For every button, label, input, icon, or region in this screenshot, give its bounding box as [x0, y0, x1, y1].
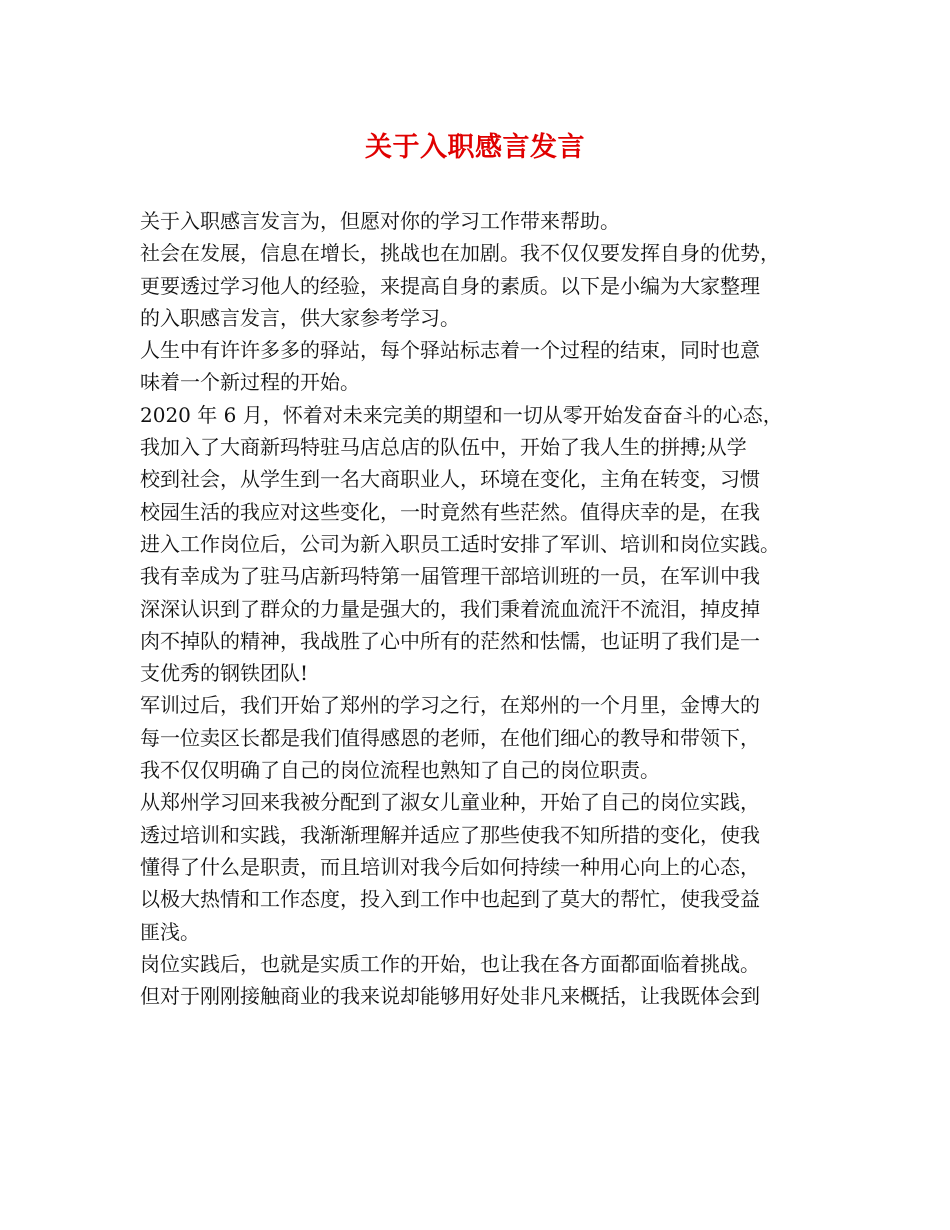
- text-line: 我不仅仅明确了自己的岗位流程也熟知了自己的岗位职责。: [140, 758, 660, 783]
- text-line: 校园生活的我应对这些变化，一时竟然有些茫然。值得庆幸的是，在我: [140, 499, 760, 524]
- text-line: 岗位实践后，也就是实质工作的开始，也让我在各方面都面临着挑战。: [140, 951, 760, 976]
- text-line: 懂得了什么是职责，而且培训对我今后如何持续一种用心向上的心态，: [140, 854, 760, 879]
- text-line: 我有幸成为了驻马店新玛特第一届管理干部培训班的一员，在军训中我: [140, 564, 760, 589]
- text-line: 支优秀的钢铁团队!: [140, 661, 309, 686]
- text-line: 匪浅。: [140, 919, 200, 944]
- text-line: 更要透过学习他人的经验，来提高自身的素质。以下是小编为大家整理: [140, 273, 760, 298]
- text-line: 但对于刚刚接触商业的我来说却能够用好处非凡来概括，让我既体会到: [140, 984, 760, 1009]
- text-line: 每一位卖区长都是我们值得感恩的老师，在他们细心的教导和带领下，: [140, 725, 760, 750]
- text-line: 以极大热情和工作态度，投入到工作中也起到了莫大的帮忙，使我受益: [140, 887, 760, 912]
- text-line: 社会在发展，信息在增长，挑战也在加剧。我不仅仅要发挥自身的优势，: [140, 241, 780, 266]
- text-line: 人生中有许许多多的驿站，每个驿站标志着一个过程的结束，同时也意: [140, 338, 760, 363]
- document-title: 关于入职感言发言: [365, 132, 585, 163]
- text-line: 深深认识到了群众的力量是强大的，我们秉着流血流汗不流泪，掉皮掉: [140, 596, 760, 621]
- text-line: 肉不掉队的精神，我战胜了心中所有的茫然和怯懦，也证明了我们是一: [140, 628, 760, 653]
- text-line: 从郑州学习回来我被分配到了淑女儿童业种，开始了自己的岗位实践，: [140, 790, 760, 815]
- text-line: 透过培训和实践，我渐渐理解并适应了那些使我不知所措的变化，使我: [140, 822, 760, 847]
- text-line: 军训过后，我们开始了郑州的学习之行，在郑州的一个月里，金博大的: [140, 693, 760, 718]
- document-body: [140, 205, 820, 1012]
- text-line: 校到社会，从学生到一名大商职业人，环境在变化，主角在转变，习惯: [140, 467, 760, 492]
- text-line: 进入工作岗位后，公司为新入职员工适时安排了军训、培训和岗位实践。: [140, 531, 780, 556]
- text-line: 关于入职感言发言为，但愿对你的学习工作带来帮助。: [140, 209, 620, 233]
- text-line: 味着一个新过程的开始。: [140, 370, 360, 395]
- text-line: 2020 年 6 月，怀着对未来完美的期望和一切从零开始发奋奋斗的心态，: [140, 402, 783, 427]
- text-line: 的入职感言发言，供大家参考学习。: [140, 305, 460, 330]
- text-line: 我加入了大商新玛特驻马店总店的队伍中，开始了我人生的拼搏;从学: [140, 435, 747, 460]
